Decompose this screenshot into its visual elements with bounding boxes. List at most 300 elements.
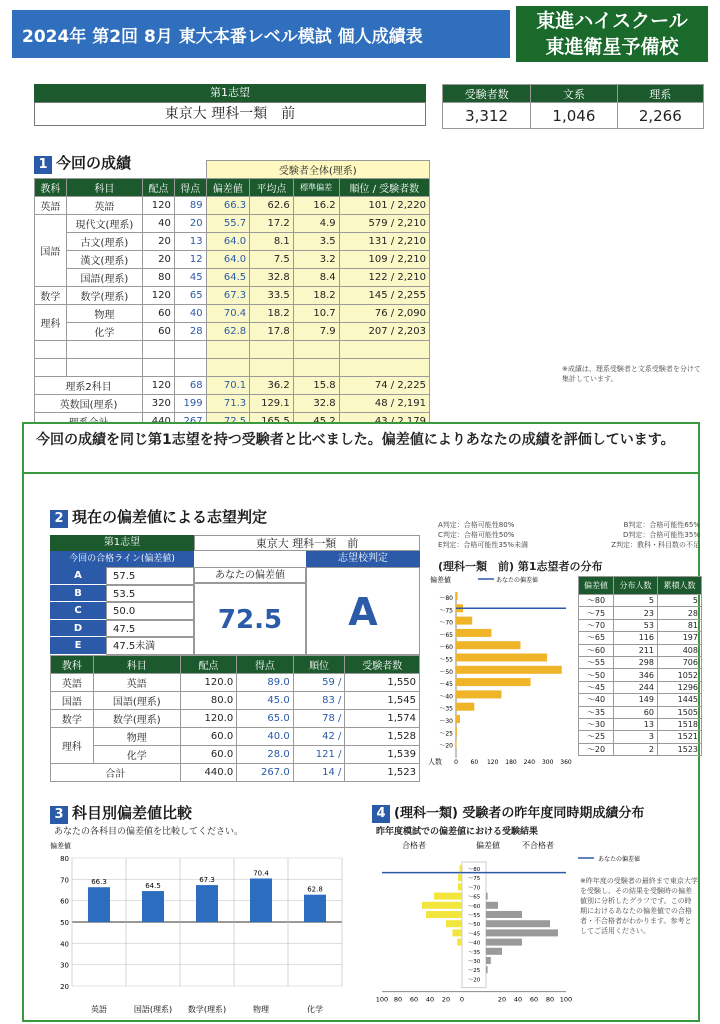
s4-ytick: ～35 <box>467 949 481 956</box>
s4-ytick: ～45 <box>467 931 481 938</box>
dist-xtick: 360 <box>560 758 572 766</box>
dist-count: 23 <box>613 607 657 619</box>
shibo-value: 東京大 理科一類 前 <box>34 102 426 126</box>
logo <box>516 6 708 62</box>
kamoku-cell: 化学 <box>66 323 142 341</box>
col-header: 累積人数 <box>657 577 701 595</box>
rank-cell: 579 / 2,210 <box>339 215 429 233</box>
haiten-cell: 320 <box>143 395 175 413</box>
s3-bar <box>142 891 164 922</box>
dist-tick-label: ～35 <box>439 705 453 713</box>
tokuten-cell: 12 <box>174 251 206 269</box>
sec4-title: (理科一類) 受験者の昨年度同時期成績分布 <box>394 806 645 821</box>
dist-row <box>579 595 702 607</box>
tokuten-cell: 45 <box>174 269 206 287</box>
dist-xtick: 120 <box>486 758 499 766</box>
judge-legend <box>438 520 700 550</box>
col-header: 順位 / 受験者数 <box>339 179 429 197</box>
rank-cell: 59 / <box>293 674 345 692</box>
dist-row <box>579 632 702 644</box>
dist-count: 149 <box>613 694 657 706</box>
table-row <box>35 233 430 251</box>
rank-cell: 131 / 2,210 <box>339 233 429 251</box>
legend-item: B判定：合格可能性65% <box>623 521 700 529</box>
s4-ytick: ～70 <box>467 885 481 892</box>
kyoka-cell: 英語 <box>35 197 67 215</box>
haiten-cell: 80 <box>143 269 175 287</box>
s3-data-label: 70.4 <box>253 869 269 878</box>
counts-table <box>442 84 704 129</box>
tokuten-cell: 28 <box>174 323 206 341</box>
std-cell: 7.9 <box>293 323 339 341</box>
s3-ytick: 70 <box>60 876 69 885</box>
rank-cell: 122 / 2,210 <box>339 269 429 287</box>
heikin-cell: 17.2 <box>250 215 294 233</box>
dist-xtick: 60 <box>470 758 479 766</box>
report-title: 2024年 第2回 8月 東大本番レベル模試 個人成績表 <box>22 27 423 47</box>
dist-bar <box>456 740 457 748</box>
dist-tick-label: ～65 <box>439 631 453 639</box>
s3-bar <box>304 895 326 922</box>
table-row <box>35 323 430 341</box>
empty-cell <box>143 359 175 377</box>
table-row <box>35 269 430 287</box>
empty-cell <box>206 341 250 359</box>
dist-xtick: 240 <box>523 758 536 766</box>
s4-ytick: ～25 <box>467 968 481 975</box>
heikin-cell: 129.1 <box>250 395 294 413</box>
empty-cell <box>35 341 67 359</box>
hensa-cell: 70.1 <box>206 377 250 395</box>
sec2-judge-block <box>50 535 420 655</box>
sec4-number: 4 <box>372 805 390 823</box>
empty-cell <box>293 359 339 377</box>
dist-cum: 1518 <box>657 718 701 730</box>
col-header: 順位 <box>293 656 345 674</box>
line-value: 47.5未満 <box>106 637 194 655</box>
s4-pass-bar <box>446 920 462 927</box>
dist-count: 3 <box>613 731 657 743</box>
s3-ytick: 50 <box>60 919 69 927</box>
col-header: 標準偏差 <box>293 179 339 197</box>
s4-fail-bar <box>486 957 491 964</box>
table-row <box>51 674 420 692</box>
empty-cell <box>206 359 250 377</box>
s3-data-label: 62.8 <box>307 885 323 894</box>
legend-item: D判定：合格可能性35% <box>623 531 700 539</box>
kamoku-cell: 国語(理系) <box>66 269 142 287</box>
s4-pass-bar <box>452 929 462 936</box>
empty-cell <box>293 341 339 359</box>
dist-bar <box>456 678 531 686</box>
sec2-table <box>50 655 420 782</box>
dist-tick-label: ～45 <box>439 681 453 689</box>
total-row <box>51 764 420 782</box>
count-header: 理系 <box>617 85 703 103</box>
empty-cell <box>143 341 175 359</box>
haiten-cell: 120.0 <box>180 710 237 728</box>
count-header: 受験者数 <box>443 85 531 103</box>
dist-row <box>579 743 702 755</box>
s4-xtick: 0 <box>459 995 465 1004</box>
s4-xtick: 80 <box>545 995 555 1004</box>
empty-cell <box>66 341 142 359</box>
dist-count: 298 <box>613 656 657 668</box>
dist-xtick: 300 <box>541 758 554 766</box>
dist-cum: 1505 <box>657 706 701 718</box>
kamoku-cell: 数学(理系) <box>66 287 142 305</box>
heikin-cell: 18.2 <box>250 305 294 323</box>
shibo-box <box>34 84 426 126</box>
rank-cell: 145 / 2,255 <box>339 287 429 305</box>
s3-xtick: 国語(理系) <box>133 1005 173 1014</box>
dist-bar <box>456 641 520 649</box>
s4-ytick: ～20 <box>467 977 481 984</box>
count-value: 1,046 <box>531 103 617 129</box>
rank-cell: 83 / <box>293 692 345 710</box>
dist-range: ～55 <box>579 656 614 668</box>
s4-xtick: 60 <box>409 995 419 1004</box>
dist-row <box>579 607 702 619</box>
s4-ytick: ～60 <box>467 903 481 910</box>
dist-range: ～35 <box>579 706 614 718</box>
heikin-cell: 7.5 <box>250 251 294 269</box>
dist-tick-label: ～60 <box>439 644 453 652</box>
table-row <box>35 215 430 233</box>
sec1-title: 今回の成績 <box>56 154 132 172</box>
rank-cell: 78 / <box>293 710 345 728</box>
s4-fail-bar <box>486 911 522 918</box>
s3-xtick: 数学(理系) <box>187 1005 227 1014</box>
haiten-cell: 40 <box>143 215 175 233</box>
s3-ylabel: 偏差値 <box>50 842 71 850</box>
std-cell: 18.2 <box>293 287 339 305</box>
dist-range: ～40 <box>579 694 614 706</box>
sec2-number: 2 <box>50 510 68 528</box>
table-row <box>51 710 420 728</box>
sec3-subtitle: あなたの各科目の偏差値を比較してください。 <box>54 827 244 837</box>
line-value: 47.5 <box>106 620 194 638</box>
s4-ytick: ～75 <box>467 876 481 883</box>
kamoku-cell: 英語 <box>66 197 142 215</box>
dist-range: ～50 <box>579 669 614 681</box>
s3-ytick: 40 <box>60 940 69 949</box>
total-row <box>35 377 430 395</box>
line-value: 57.5 <box>106 567 194 585</box>
dist-tick-label: ～25 <box>439 730 453 738</box>
dist-tick-label: ～50 <box>439 668 453 676</box>
s4-fail-bar <box>486 939 522 946</box>
line-grade: E <box>50 637 106 655</box>
s4-ytick: ～80 <box>467 867 481 873</box>
table-row <box>35 305 430 323</box>
dist-bar <box>456 690 502 698</box>
hensa-cell: 64.0 <box>206 251 250 269</box>
tokuten-cell: 199 <box>174 395 206 413</box>
dist-range: ～75 <box>579 607 614 619</box>
s4-ytick: ～65 <box>467 894 481 901</box>
dist-xtick: 180 <box>505 758 517 766</box>
std-cell: 4.9 <box>293 215 339 233</box>
col-header: 教科 <box>35 179 67 197</box>
kyoka-cell: 英語 <box>51 674 94 692</box>
s4-pass-bar <box>458 883 462 890</box>
shibo-label: 第1志望 <box>34 84 426 102</box>
dist-cum: 1521 <box>657 731 701 743</box>
s4-hensa-label: 偏差値 <box>476 841 500 850</box>
kamoku-cell: 化学 <box>93 746 180 764</box>
logo-eisei: 東進衛星予備校 <box>545 36 679 58</box>
tokuten-cell: 28.0 <box>237 746 294 764</box>
s4-pass-bar <box>460 865 462 872</box>
s4-fail-bar <box>486 902 498 909</box>
line-grade: A <box>50 567 106 585</box>
s3-bar <box>250 878 272 922</box>
hensa-cell: 71.3 <box>206 395 250 413</box>
sec3-number: 3 <box>50 806 68 824</box>
rank-cell: 74 / 2,225 <box>339 377 429 395</box>
col-header: 偏差値 <box>579 577 614 595</box>
table-row <box>51 746 420 764</box>
empty-cell <box>35 359 67 377</box>
s4-xtick: 60 <box>529 995 539 1004</box>
empty-cell <box>250 359 294 377</box>
hensa-cell: 67.3 <box>206 287 250 305</box>
table-row <box>51 692 420 710</box>
s3-data-label: 67.3 <box>199 876 215 885</box>
dist-row <box>579 681 702 693</box>
line-label: 今回の合格ライン(偏差値) <box>50 551 194 567</box>
haiten-cell: 440.0 <box>180 764 237 782</box>
haiten-cell: 20 <box>143 233 175 251</box>
total-cell: 1,539 <box>345 746 420 764</box>
haiten-cell: 20 <box>143 251 175 269</box>
dist-count: 60 <box>613 706 657 718</box>
dist-title: (理科一類 前) 第1志望者の分布 <box>438 560 603 573</box>
dist-bar <box>456 654 547 662</box>
your-label: あなたの偏差値 <box>194 567 306 583</box>
dist-row <box>579 706 702 718</box>
total-row <box>35 395 430 413</box>
haiten-cell: 60.0 <box>180 746 237 764</box>
rank-cell: 14 / <box>293 764 345 782</box>
dist-range: ～65 <box>579 632 614 644</box>
dist-chart <box>428 572 574 774</box>
dist-xlabel: 人数 <box>428 757 442 766</box>
col-header: 得点 <box>174 179 206 197</box>
s3-xtick: 物理 <box>253 1005 269 1014</box>
count-value: 3,312 <box>443 103 531 129</box>
tokuten-cell: 40.0 <box>237 728 294 746</box>
haiten-cell: 80.0 <box>180 692 237 710</box>
dist-cum: 1052 <box>657 669 701 681</box>
count-header: 文系 <box>531 85 617 103</box>
total-label: 合計 <box>51 764 181 782</box>
table-row <box>51 728 420 746</box>
dist-tick-label: ～55 <box>439 656 453 664</box>
s3-xtick: 化学 <box>307 1005 323 1014</box>
table-row <box>35 251 430 269</box>
rank-cell: 42 / <box>293 728 345 746</box>
col-header: 受験者数 <box>345 656 420 674</box>
s4-xtick: 100 <box>559 995 573 1004</box>
sec3-title: 科目別偏差値比較 <box>72 804 193 822</box>
tokuten-cell: 65 <box>174 287 206 305</box>
heikin-cell: 36.2 <box>250 377 294 395</box>
col-header: 科目 <box>93 656 180 674</box>
tokuten-cell: 68 <box>174 377 206 395</box>
dist-bar <box>456 727 457 735</box>
sec4-subtitle: 昨年度模試での偏差値における受験結果 <box>376 827 539 837</box>
s4-pass-label: 合格者 <box>402 841 426 850</box>
std-cell: 32.8 <box>293 395 339 413</box>
dist-row <box>579 731 702 743</box>
s4-ytick: ～30 <box>467 959 481 965</box>
kamoku-cell: 物理 <box>93 728 180 746</box>
tokuten-cell: 267.0 <box>237 764 294 782</box>
s4-pass-bar <box>434 893 462 900</box>
dist-tick-label: ～30 <box>439 718 453 725</box>
empty-cell <box>174 359 206 377</box>
kyoka-cell: 国語 <box>35 215 67 287</box>
total-cell: 1,528 <box>345 728 420 746</box>
std-cell: 8.4 <box>293 269 339 287</box>
legend-item: A判定：合格可能性80% <box>438 521 515 529</box>
tokuten-cell: 20 <box>174 215 206 233</box>
dist-tick-label: ～75 <box>439 607 453 615</box>
s4-xtick: 20 <box>441 995 451 1004</box>
line-value: 50.0 <box>106 602 194 620</box>
dist-bar <box>456 629 491 637</box>
s4-xtick: 100 <box>375 995 389 1004</box>
sec4-heading <box>372 802 644 823</box>
s4-xtick: 40 <box>513 995 523 1004</box>
kamoku-cell: 現代文(理系) <box>66 215 142 233</box>
haiten-cell: 60 <box>143 305 175 323</box>
heikin-cell: 33.5 <box>250 287 294 305</box>
col-header: 偏差値 <box>206 179 250 197</box>
dist-range: ～80 <box>579 595 614 607</box>
s3-data-label: 66.3 <box>91 878 107 887</box>
dist-count: 13 <box>613 718 657 730</box>
sec2-shibo-value: 東京大 理科一類 前 <box>194 535 420 551</box>
judge-grade: A <box>306 567 420 655</box>
line-grade: D <box>50 620 106 638</box>
line-grade: C <box>50 602 106 620</box>
sec3-heading <box>50 802 192 824</box>
s4-fail-bar <box>486 893 488 900</box>
dist-cum: 197 <box>657 632 701 644</box>
banner <box>22 422 700 474</box>
s4-fail-label: 不合格者 <box>522 841 554 850</box>
dist-xtick: 0 <box>454 758 458 766</box>
dist-tick-label: ～80 <box>439 595 453 602</box>
empty-cell <box>66 359 142 377</box>
sec1-table <box>34 160 430 431</box>
table-row <box>35 287 430 305</box>
col-header: 配点 <box>143 179 175 197</box>
hensa-cell: 66.3 <box>206 197 250 215</box>
dist-range: ～60 <box>579 644 614 656</box>
total-cell: 1,574 <box>345 710 420 728</box>
col-header: 配点 <box>180 656 237 674</box>
dist-cum: 1296 <box>657 681 701 693</box>
col-header: 科目 <box>66 179 142 197</box>
sec4-note: ※昨年度の受験者の最終まで東京大学を受験し、その結果を受験時の偏差値別に分析したグラフです。この時期におけるあなたの偏差値での合格者・不合格者がわかります。参考としてご活用ください。 <box>580 877 698 935</box>
dist-range: ～30 <box>579 718 614 730</box>
logo-highschool: 東進ハイスクール <box>536 10 688 32</box>
std-cell: 3.5 <box>293 233 339 251</box>
empty-cell <box>250 341 294 359</box>
s4-xtick: 80 <box>393 995 403 1004</box>
s4-pass-bar <box>422 902 462 909</box>
tokuten-cell: 89.0 <box>237 674 294 692</box>
kamoku-cell: 英語 <box>93 674 180 692</box>
subject-chart <box>50 840 350 1016</box>
s4-fail-bar <box>486 929 558 936</box>
dist-tick-label: ～70 <box>439 619 453 627</box>
s3-data-label: 64.5 <box>145 882 161 891</box>
dist-count: 211 <box>613 644 657 656</box>
heikin-cell: 32.8 <box>250 269 294 287</box>
s4-fail-bar <box>486 966 488 973</box>
col-header: 教科 <box>51 656 94 674</box>
dist-range: ～45 <box>579 681 614 693</box>
sec2-title: 現在の偏差値による志望判定 <box>72 508 268 526</box>
dist-row <box>579 694 702 706</box>
dist-tick-label: ～40 <box>439 693 453 701</box>
total-cell: 1,550 <box>345 674 420 692</box>
banner-text: 今回の成績を同じ第1志望を持つ受験者と比べました。偏差値によりあなたの成績を評価しています。 <box>36 432 675 448</box>
heikin-cell: 17.8 <box>250 323 294 341</box>
dist-row <box>579 669 702 681</box>
s4-pass-bar <box>426 911 462 918</box>
dist-cum: 81 <box>657 619 701 631</box>
sec2-heading <box>50 506 267 528</box>
dist-cum: 28 <box>657 607 701 619</box>
s4-legend-text: あなたの偏差値 <box>598 856 641 863</box>
empty-row <box>35 341 430 359</box>
s4-ytick: ～50 <box>467 922 481 929</box>
dist-cum: 1523 <box>657 743 701 755</box>
haiten-cell: 120 <box>143 287 175 305</box>
dist-count: 53 <box>613 619 657 631</box>
dist-count: 346 <box>613 669 657 681</box>
dist-count: 2 <box>613 743 657 755</box>
s3-bar <box>88 887 110 922</box>
hensa-cell: 55.7 <box>206 215 250 233</box>
tokuten-cell: 65.0 <box>237 710 294 728</box>
col-header: 平均点 <box>250 179 294 197</box>
s3-bar <box>196 885 218 922</box>
rank-cell: 207 / 2,203 <box>339 323 429 341</box>
haiten-cell: 60.0 <box>180 728 237 746</box>
s4-fail-bar <box>486 948 502 955</box>
s4-ytick: ～40 <box>467 940 481 947</box>
hensa-cell: 62.8 <box>206 323 250 341</box>
empty-cell <box>339 359 429 377</box>
dist-table <box>578 576 702 756</box>
rank-cell: 121 / <box>293 746 345 764</box>
dist-tick-label: ～20 <box>439 742 453 750</box>
count-value: 2,266 <box>617 103 703 129</box>
dist-bar <box>456 703 474 711</box>
hensa-cell: 64.5 <box>206 269 250 287</box>
line-grade: B <box>50 585 106 603</box>
dist-row <box>579 644 702 656</box>
tokuten-cell: 45.0 <box>237 692 294 710</box>
total-label: 英数国(理系) <box>35 395 143 413</box>
